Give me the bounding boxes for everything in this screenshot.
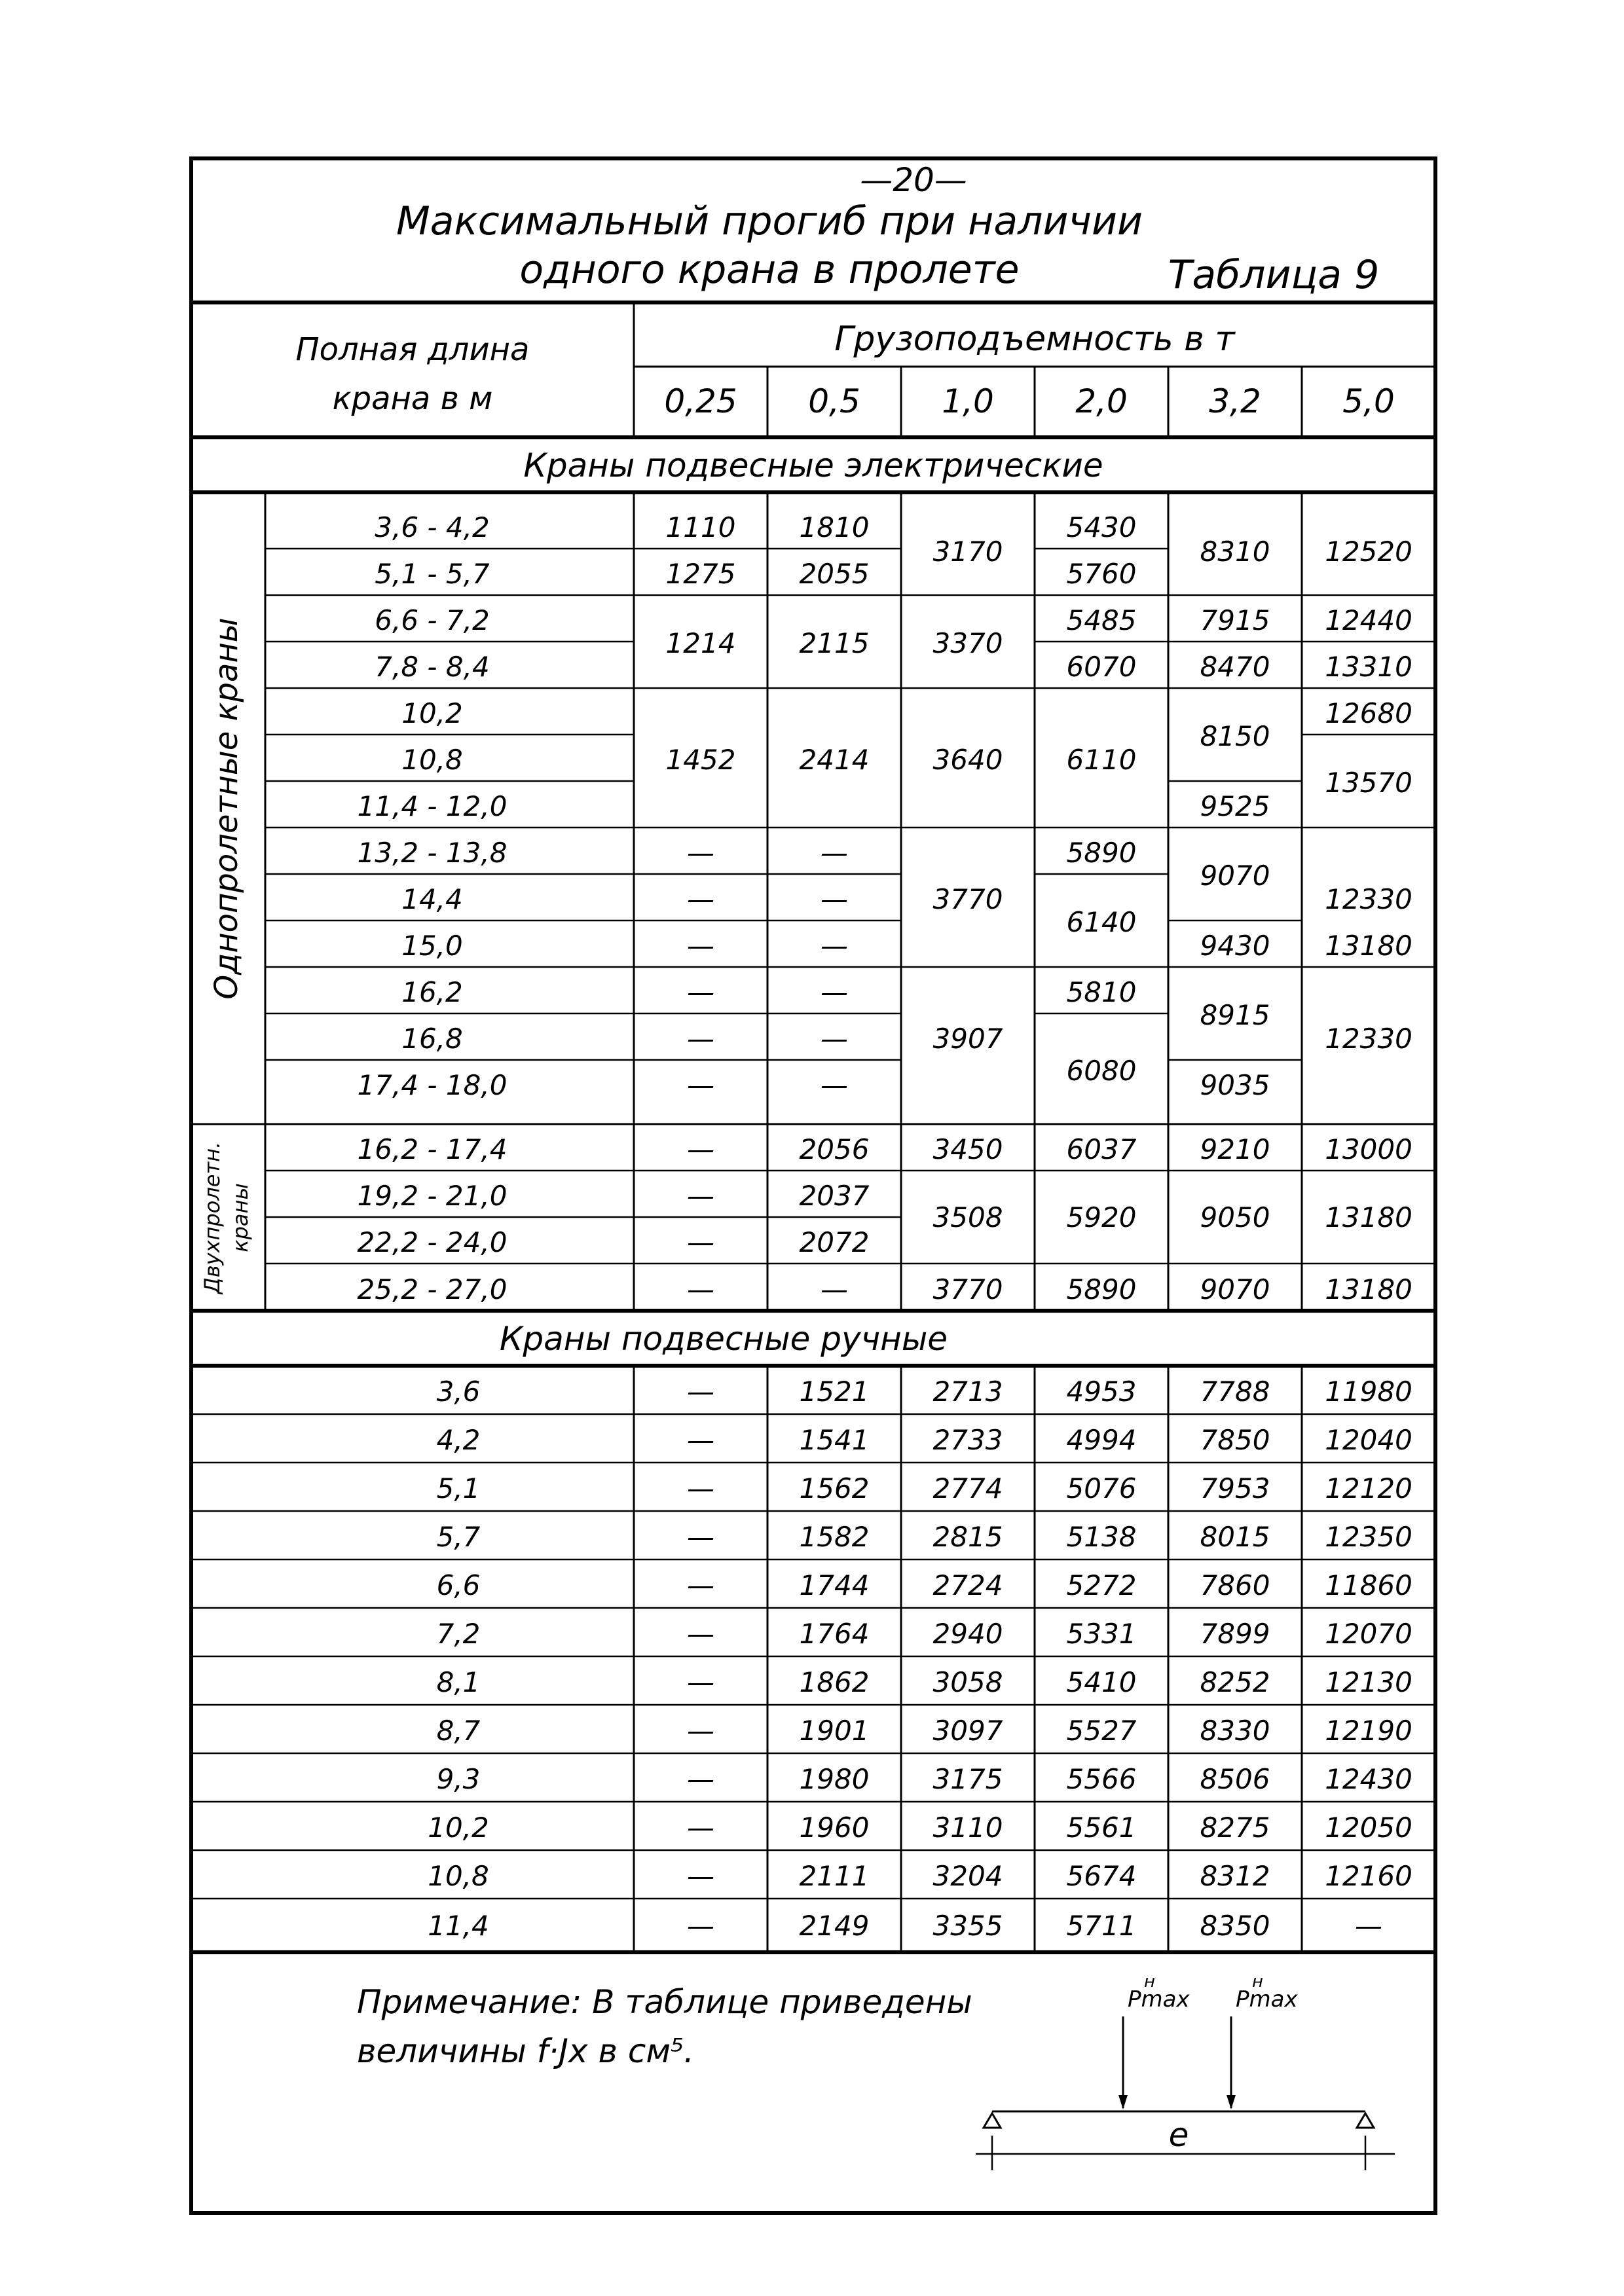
value-cell: 3170 (932, 536, 1003, 568)
value-cell: 8915 (1200, 999, 1270, 1031)
capacity-header: 3,2 (1209, 382, 1261, 420)
value-cell: 8312 (1200, 1860, 1270, 1892)
length-cell: 16,2 - 17,4 (357, 1133, 507, 1165)
value-cell: — (687, 1472, 714, 1504)
value-cell: — (687, 1273, 714, 1305)
value-cell: 7915 (1200, 604, 1270, 636)
capacity-header: 0,25 (664, 382, 737, 420)
value-cell: 2072 (799, 1226, 870, 1258)
value-cell: 1810 (799, 511, 870, 543)
value-cell: 7860 (1200, 1569, 1270, 1601)
length-cell: 4,2 (436, 1424, 481, 1456)
value-cell: 8350 (1200, 1910, 1270, 1942)
value-cell: 2055 (799, 558, 870, 590)
value-cell: 12330 (1325, 883, 1412, 915)
length-cell: 5,7 (436, 1521, 481, 1553)
capacity-label: Грузоподъемность в т (834, 319, 1235, 359)
value-cell: 6070 (1066, 651, 1137, 683)
value-cell: 5272 (1066, 1569, 1137, 1601)
length-cell: 7,2 (436, 1618, 481, 1650)
value-cell: 1744 (799, 1569, 870, 1601)
value-cell: 13180 (1325, 930, 1412, 962)
value-cell: 1275 (665, 558, 736, 590)
value-cell: 12130 (1325, 1666, 1412, 1698)
value-cell: 3770 (932, 1273, 1003, 1305)
table-row (437, 1666, 1412, 1698)
length-cell: 8,7 (436, 1715, 481, 1747)
value-cell: 1582 (799, 1521, 870, 1553)
load-label-1: Pmax (1128, 1986, 1190, 2013)
value-cell: 1862 (799, 1666, 870, 1698)
length-cell: 3,6 - 4,2 (375, 511, 490, 543)
value-cell: — (821, 930, 848, 962)
table-row (437, 1472, 1412, 1504)
value-cell: 12070 (1325, 1618, 1412, 1650)
value-cell: 5674 (1066, 1860, 1137, 1892)
length-cell: 10,2 (401, 697, 463, 729)
value-cell: 7899 (1200, 1618, 1270, 1650)
length-cell: 10,2 (428, 1812, 489, 1844)
value-cell: 1901 (799, 1715, 870, 1747)
value-cell: 5920 (1066, 1201, 1137, 1233)
section-manual-title: Краны подвесные ручные (499, 1320, 948, 1358)
value-cell: — (821, 1273, 848, 1305)
value-cell: 6140 (1066, 906, 1137, 938)
length-cell: 19,2 - 21,0 (357, 1180, 507, 1212)
value-cell: 5430 (1066, 511, 1137, 543)
value-cell: 5138 (1066, 1521, 1137, 1553)
value-cell: — (687, 976, 714, 1008)
group-label-double-span-line-1: Двухпролетн. (200, 1141, 225, 1294)
value-cell: 13180 (1325, 1273, 1412, 1305)
value-cell: 6037 (1066, 1133, 1137, 1165)
length-cell: 22,2 - 24,0 (357, 1226, 507, 1258)
value-cell: — (687, 930, 714, 962)
value-cell: 1562 (799, 1472, 870, 1504)
value-cell: 2115 (799, 627, 870, 659)
value-cell: 5566 (1066, 1763, 1137, 1795)
length-cell: 16,2 (401, 976, 463, 1008)
value-cell: 12190 (1325, 1715, 1412, 1747)
value-cell: 7850 (1200, 1424, 1270, 1456)
value-cell: — (687, 1910, 714, 1942)
group-label-single-span: Однопролетные краны (208, 617, 245, 1000)
note-line-2: величины f·Jx в см⁵. (357, 2032, 695, 2070)
capacity-header: 5,0 (1342, 382, 1395, 420)
value-cell: — (1355, 1910, 1382, 1942)
value-cell: 9070 (1200, 860, 1270, 892)
value-cell: 1110 (665, 511, 736, 543)
value-cell: — (687, 1763, 714, 1795)
value-cell: 3508 (932, 1201, 1003, 1233)
value-cell: 4953 (1066, 1376, 1137, 1408)
beam-diagram (976, 1972, 1395, 2170)
value-cell: 12350 (1325, 1521, 1412, 1553)
value-cell: — (687, 1376, 714, 1408)
value-cell: 5076 (1066, 1472, 1137, 1504)
value-cell: 12120 (1325, 1472, 1412, 1504)
value-cell: 9035 (1200, 1069, 1270, 1101)
value-cell: 12050 (1325, 1812, 1412, 1844)
electric-column-2-0 (1067, 511, 1137, 1305)
value-cell: 12680 (1325, 697, 1412, 729)
electric-column-5-0 (1325, 536, 1412, 1305)
page-number: —20— (860, 161, 967, 199)
value-cell: — (687, 1023, 714, 1055)
right-support-icon (1357, 2113, 1374, 2128)
length-cell: 11,4 (428, 1910, 489, 1942)
value-cell: — (821, 837, 848, 869)
table-row (437, 1715, 1412, 1747)
value-cell: 5410 (1066, 1666, 1137, 1698)
group-label-double-span-line-2: краны (228, 1183, 253, 1252)
table-row (437, 1521, 1412, 1553)
length-cell: 9,3 (436, 1763, 481, 1795)
value-cell: 2713 (932, 1376, 1003, 1408)
value-cell: 4994 (1066, 1424, 1137, 1456)
value-cell: 2056 (799, 1133, 870, 1165)
value-cell: — (687, 1618, 714, 1650)
table-row (437, 1424, 1412, 1456)
value-cell: 8015 (1200, 1521, 1270, 1553)
table-row (428, 1812, 1412, 1844)
electric-length-column (358, 511, 507, 1305)
length-cell: 10,8 (401, 744, 463, 776)
value-cell: 5485 (1066, 604, 1137, 636)
capacity-header: 2,0 (1075, 382, 1128, 420)
value-cell: 13570 (1325, 767, 1412, 799)
table-row (437, 1376, 1412, 1408)
value-cell: 12040 (1325, 1424, 1412, 1456)
value-cell: 3450 (932, 1133, 1003, 1165)
load-superscript-2: н (1252, 1972, 1263, 1992)
length-cell: 16,8 (401, 1023, 463, 1055)
value-cell: 3355 (932, 1910, 1003, 1942)
span-label: e (1168, 2116, 1189, 2154)
table-label: Таблица 9 (1168, 252, 1380, 298)
value-cell: 3097 (932, 1715, 1003, 1747)
left-support-icon (984, 2113, 1001, 2128)
length-label-line-1: Полная длина (295, 331, 530, 368)
value-cell: — (821, 883, 848, 915)
value-cell: — (687, 883, 714, 915)
table-header (296, 319, 1395, 420)
length-cell: 3,6 (436, 1376, 481, 1408)
table-row (437, 1618, 1412, 1650)
value-cell: 7953 (1200, 1472, 1270, 1504)
value-cell: 2037 (799, 1180, 870, 1212)
value-cell: 2149 (799, 1910, 870, 1942)
value-cell: 2414 (799, 744, 870, 776)
value-cell: — (687, 1666, 714, 1698)
title-line-2: одного крана в пролете (519, 247, 1020, 293)
value-cell: 7788 (1200, 1376, 1270, 1408)
length-cell: 15,0 (401, 930, 463, 962)
load-superscript-1: н (1144, 1972, 1155, 1992)
value-cell: 13000 (1325, 1133, 1412, 1165)
length-cell: 14,4 (401, 883, 463, 915)
length-cell: 6,6 - 7,2 (375, 604, 490, 636)
table-row (428, 1910, 1382, 1942)
value-cell: 3907 (932, 1023, 1003, 1055)
value-cell: 2940 (932, 1618, 1003, 1650)
electric-column-1-0 (933, 536, 1003, 1305)
value-cell: 9070 (1200, 1273, 1270, 1305)
value-cell: 12440 (1325, 604, 1412, 636)
length-cell: 5,1 (436, 1472, 481, 1504)
length-cell: 25,2 - 27,0 (357, 1273, 507, 1305)
value-cell: — (821, 1023, 848, 1055)
value-cell: — (687, 1569, 714, 1601)
value-cell: 3175 (932, 1763, 1003, 1795)
table-row (437, 1569, 1412, 1601)
value-cell: 11860 (1325, 1569, 1412, 1601)
value-cell: 5810 (1066, 976, 1137, 1008)
value-cell: 5760 (1066, 558, 1137, 590)
length-cell: 11,4 - 12,0 (357, 790, 507, 822)
length-cell: 10,8 (428, 1860, 489, 1892)
section-electric-title: Краны подвесные электрические (523, 446, 1103, 484)
value-cell: 12430 (1325, 1763, 1412, 1795)
value-cell: — (687, 1860, 714, 1892)
value-cell: 9430 (1200, 930, 1270, 962)
value-cell: 13180 (1325, 1201, 1412, 1233)
value-cell: 8506 (1200, 1763, 1270, 1795)
value-cell: 8470 (1200, 651, 1270, 683)
value-cell: 11980 (1325, 1376, 1412, 1408)
value-cell: 12330 (1325, 1023, 1412, 1055)
value-cell: 3770 (932, 883, 1003, 915)
value-cell: 8330 (1200, 1715, 1270, 1747)
value-cell: — (687, 1133, 714, 1165)
value-cell: 5711 (1066, 1910, 1137, 1942)
value-cell: 1452 (665, 744, 736, 776)
electric-column-0-25 (666, 511, 736, 1305)
value-cell: 3110 (932, 1812, 1003, 1844)
value-cell: — (687, 1226, 714, 1258)
value-cell: 3640 (932, 744, 1003, 776)
value-cell: 3204 (932, 1860, 1003, 1892)
value-cell: — (687, 837, 714, 869)
value-cell: 5890 (1066, 837, 1137, 869)
table-row (428, 1860, 1412, 1892)
length-cell: 5,1 - 5,7 (375, 558, 490, 590)
value-cell: 1214 (665, 627, 736, 659)
value-cell: 8252 (1200, 1666, 1270, 1698)
value-cell: 5890 (1066, 1273, 1137, 1305)
value-cell: 2733 (932, 1424, 1003, 1456)
value-cell: 1960 (799, 1812, 870, 1844)
value-cell: 8150 (1200, 720, 1270, 752)
capacity-header: 0,5 (808, 382, 860, 420)
value-cell: 9210 (1200, 1133, 1270, 1165)
value-cell: — (687, 1180, 714, 1212)
length-cell: 13,2 - 13,8 (357, 837, 507, 869)
value-cell: — (687, 1424, 714, 1456)
capacity-header: 1,0 (942, 382, 994, 420)
value-cell: — (687, 1069, 714, 1101)
value-cell: — (687, 1715, 714, 1747)
value-cell: 6110 (1066, 744, 1137, 776)
value-cell: 3370 (932, 627, 1003, 659)
note-line-1: Примечание: В таблице приведены (357, 1983, 972, 2021)
value-cell: 12520 (1325, 536, 1412, 568)
value-cell: 1541 (799, 1424, 870, 1456)
value-cell: 5331 (1066, 1618, 1137, 1650)
value-cell: 1521 (799, 1376, 870, 1408)
length-cell: 17,4 - 18,0 (357, 1069, 507, 1101)
load-label-2: Pmax (1236, 1986, 1298, 2013)
table-row (437, 1763, 1412, 1795)
value-cell: 3058 (932, 1666, 1003, 1698)
value-cell: 8275 (1200, 1812, 1270, 1844)
value-cell: 5561 (1066, 1812, 1137, 1844)
value-cell: 5527 (1066, 1715, 1137, 1747)
value-cell: — (687, 1521, 714, 1553)
value-cell: — (687, 1812, 714, 1844)
value-cell: 1764 (799, 1618, 870, 1650)
value-cell: — (821, 976, 848, 1008)
value-cell: 12160 (1325, 1860, 1412, 1892)
value-cell: 2724 (932, 1569, 1003, 1601)
title-line-1: Максимальный прогиб при наличии (396, 198, 1143, 244)
value-cell: 9050 (1200, 1201, 1270, 1233)
value-cell: — (821, 1069, 848, 1101)
value-cell: 1980 (799, 1763, 870, 1795)
value-cell: 2111 (799, 1860, 870, 1892)
value-cell: 2815 (932, 1521, 1003, 1553)
electric-column-0-5 (800, 511, 870, 1305)
value-cell: 2774 (932, 1472, 1003, 1504)
length-cell: 8,1 (436, 1666, 481, 1698)
value-cell: 6080 (1066, 1055, 1137, 1087)
value-cell: 9525 (1200, 790, 1270, 822)
length-cell: 7,8 - 8,4 (375, 651, 490, 683)
length-label-line-2: крана в м (332, 380, 493, 417)
load-arrowhead-2-icon (1227, 2095, 1236, 2109)
value-cell: 13310 (1325, 651, 1412, 683)
load-arrowhead-1-icon (1118, 2095, 1128, 2109)
value-cell: 8310 (1200, 536, 1270, 568)
length-cell: 6,6 (436, 1569, 481, 1601)
